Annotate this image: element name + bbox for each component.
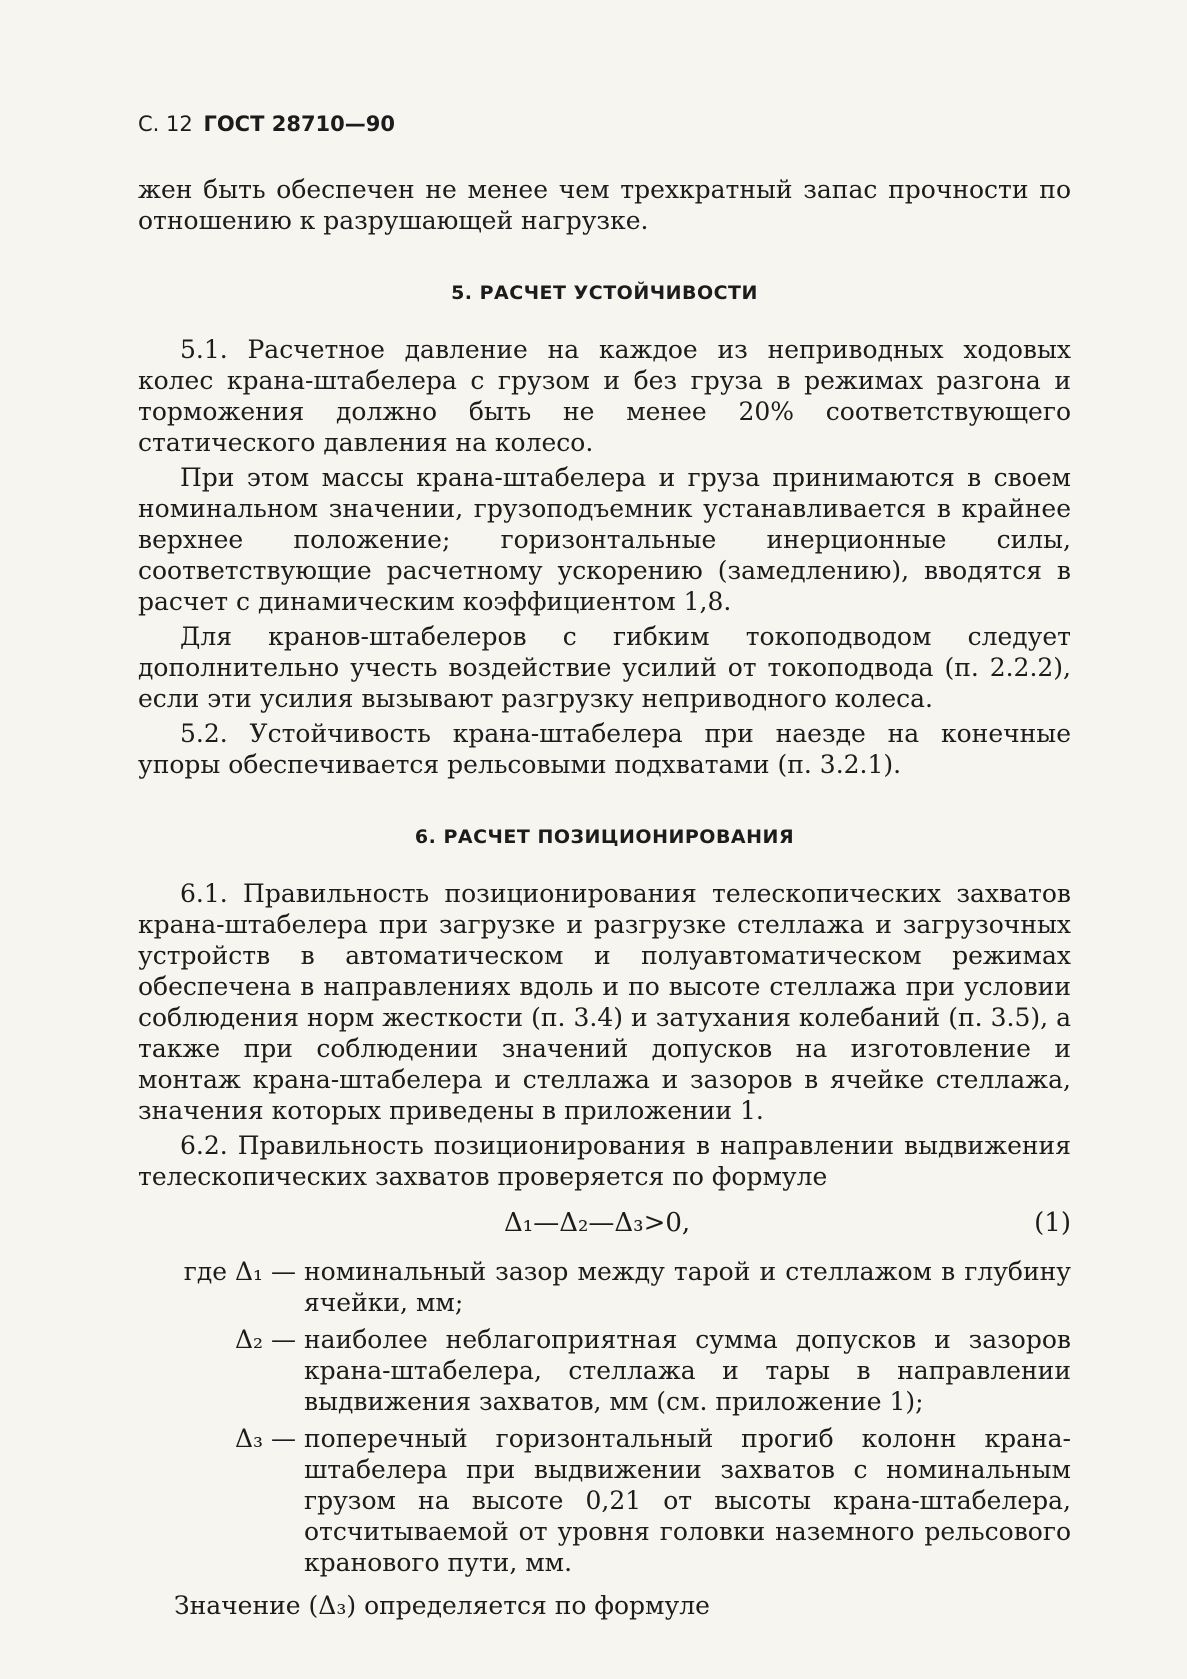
section-5-paragraph-1: 5.1. Расчетное давление на каждое из неприводных ходовых колес крана-штабелера с грузом и без груза в режимах разгона и торможения должно быть не менее 20% соответствующего статического давления на колесо. [138,335,1071,457]
section-5-heading: 5. РАСЧЕТ УСТОЙЧИВОСТИ [451,282,758,304]
definitions-list [156,1256,1071,1584]
definition-text: номинальный зазор между тарой и стеллажом в глубину ячейки, мм; [304,1257,1071,1317]
formula: Δ₁—Δ₂—Δ₃>0, [504,1208,691,1238]
formula-number: (1) [1034,1208,1071,1238]
section-6-heading: 6. РАСЧЕТ ПОЗИЦИОНИРОВАНИЯ [414,826,795,848]
section-5-paragraph-2: При этом массы крана-штабелера и груза принимаются в своем номинальном значении, грузоподъемник устанавливается в крайнее верхнее положение; горизонтальные инерционные силы, соответствующие расчетному ускорению (замедлению), вводятся в расчет с динамическим коэффициентом 1,8. [138,463,1071,616]
section-6-paragraph-2: 6.2. Правильность позиционирования в направлении выдвижения телескопических захватов проверяется по формуле [138,1131,1071,1191]
definition-text: наиболее неблагоприятная сумма допусков и зазоров крана-штабелера, стеллажа и тары в направлении выдвижения захватов, мм (см. приложение 1); [304,1325,1071,1416]
section-5-paragraph-4: 5.2. Устойчивость крана-штабелера при наезде на конечные упоры обеспечивается рельсовыми подхватами (п. 3.2.1). [138,719,1071,779]
section-6-paragraph-1: 6.1. Правильность позиционирования телескопических захватов крана-штабелера при загрузке и разгрузке стеллажа и загрузочных устройств в автоматическом и полуавтоматическом режимах обеспечена в направлениях вдоль и по высоте стеллажа при условии соблюдения норм жесткости (п. 3.4) и затухания колебаний (п. 3.5), а также при соблюдении значений допусков на изготовление и монтаж крана-штабелера и стеллажа и зазоров в ячейке стеллажа, значения которых приведены в приложении 1. [138,879,1071,1125]
definition-text: поперечный горизонтальный прогиб колонн крана-штабелера при выдвижении захватов с номинальным грузом на высоте 0,21 от высоты крана-штабелера, отсчитываемой от уровня головки наземного рельсового кранового пути, мм. [304,1424,1071,1577]
running-header [138,112,1071,136]
formula-row [138,1204,1071,1246]
section-5-paragraph-3: Для кранов-штабелеров с гибким токоподводом следует дополнительно учесть воздействие усилий от токоподвода (п. 2.2.2), если эти усилия вызывают разгрузку неприводного колеса. [138,622,1071,713]
definition-term: Δ₃ — [234,1424,296,1453]
standard-number: ГОСТ 28710—90 [203,112,396,136]
intro-paragraph: жен быть обеспечен не менее чем трехкратный запас прочности по отношению к разрушающей нагрузке. [138,175,1071,235]
definition-term: где Δ₁ — [183,1257,296,1286]
page-number: С. 12 [138,112,193,136]
final-line: Значение (Δ₃) определяется по формуле [174,1591,710,1620]
definition-term: Δ₂ — [234,1325,296,1354]
